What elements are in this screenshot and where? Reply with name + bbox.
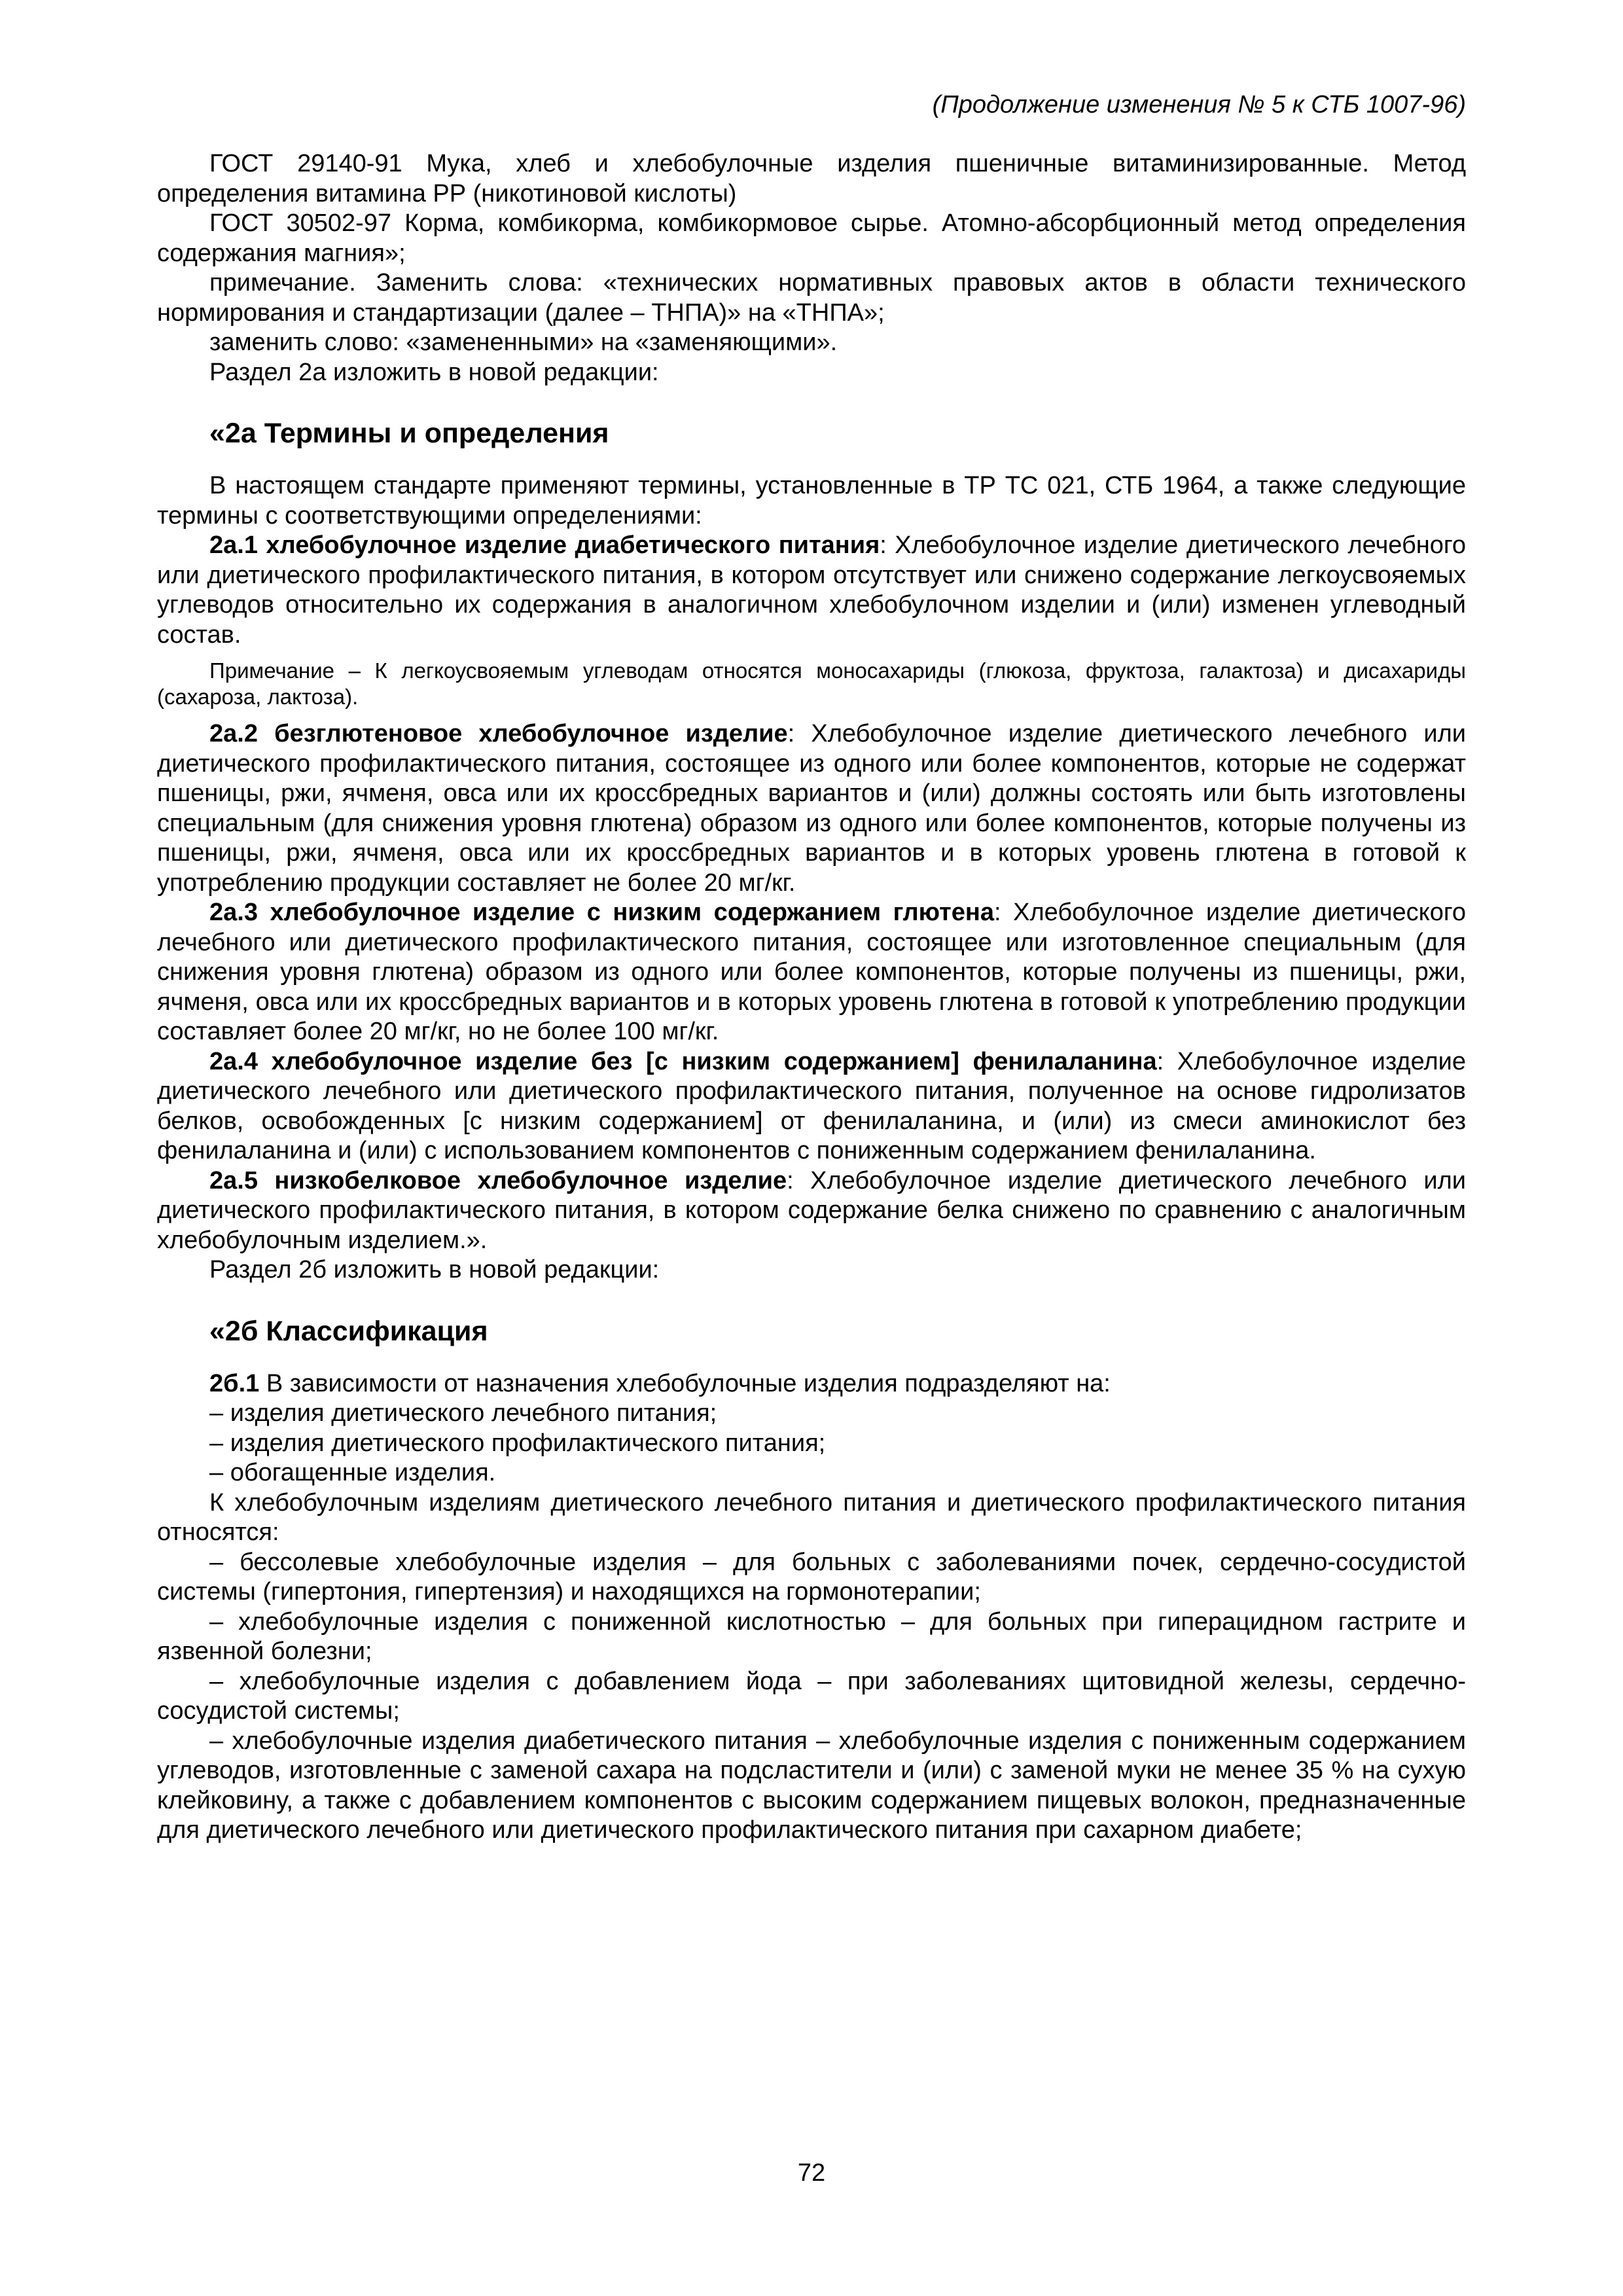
clause-number: 2б.1 <box>209 1369 260 1397</box>
note-carbohydrates: Примечание – К легкоусвояемым углеводам относятся моносахариды (глюкоза, фруктоза, галактоза) и дисахариды (сахароза, лактоза). <box>157 658 1466 709</box>
list-item: – изделия диетического профилактического питания; <box>209 1429 826 1457</box>
paragraph-replace-word: заменить слово: «замененными» на «заменяющими». <box>209 329 838 356</box>
term-label: 2а.3 хлебобулочное изделие с низким содержанием глютена <box>209 899 995 926</box>
spacer <box>157 387 1466 417</box>
page-header: (Продолжение изменения № 5 к СТБ 1007-96) <box>932 91 1466 118</box>
term-definition-2a4 <box>157 1047 1466 1166</box>
paragraph-gost-29140: ГОСТ 29140-91 Мука, хлеб и хлебобулочные изделия пшеничные витаминизированные. Метод определения витамина РР (никотиновой кислоты) <box>157 150 1466 207</box>
clause-text: В зависимости от назначения хлебобулочные изделия подразделяют на: <box>259 1369 1111 1397</box>
term-definition-2a1 <box>157 531 1466 650</box>
term-label: 2а.1 хлебобулочное изделие диабетического питания <box>209 531 880 559</box>
list-item: – бессолевые хлебобулочные изделия – для больных с заболеваниями почек, сердечно-сосудистой системы (гипертония, гипертензия) и находящихся на гормонотерапии; <box>157 1548 1466 1605</box>
term-label: 2а.4 хлебобулочное изделие без [с низким содержанием] фенилаланина <box>209 1047 1157 1075</box>
term-label: 2а.2 безглютеновое хлебобулочное изделие <box>209 720 788 747</box>
term-definition-2a5 <box>157 1166 1466 1256</box>
paragraph-gost-30502: ГОСТ 30502-97 Корма, комбикорма, комбикормовое сырье. Атомно-абсорбционный метод определения содержания магния»; <box>157 209 1466 267</box>
list-item: – хлебобулочные изделия диабетического питания – хлебобулочные изделия с пониженным содержанием углеводов, изготовленные с заменой сахара на подсластители и (или) с заменой муки не менее 35 % на сухую клейковину, а также с добавлением компонентов с высоким содержанием пищевых волокон, предназначенные для диетического лечебного или диетического профилактического питания при сахарном диабете; <box>157 1727 1466 1844</box>
term-text: : Хлебобулочное изделие диетического лечебного или диетического профилактического питания, в котором отсутствует или снижено содержание легкоусвояемых углеводов относительно их содержания в аналогичном хлебобулочном изделии и (или) изменен углеводный состав. <box>157 531 1466 649</box>
spacer <box>157 450 1466 471</box>
term-text: : Хлебобулочное изделие диетического лечебного или диетического профилактического питания, состоящее или изготовленное специальным (для снижения уровня глютена) образом из одного или более компонентов, которые получены из пшеницы, ржи, ячменя, овса или их кроссбредных вариантов и в которых уровень глютена в готовой к употреблению продукции составляет более 20 мг/кг, но не более 100 мг/кг. <box>157 899 1466 1045</box>
spacer <box>157 1348 1466 1369</box>
paragraph-terms-intro: В настоящем стандарте применяют термины, установленные в ТР ТС 021, СТБ 1964, а также следующие термины с соответствующими определениями: <box>157 472 1466 529</box>
term-text: : Хлебобулочное изделие диетического лечебного или диетического профилактического питания, полученное на основе гидролизатов белков, освобожденных [с низким содержанием] от фенилаланина, и (или) из смеси аминокислот без фенилаланина и (или) с использованием компонентов с пониженным содержанием фенилаланина. <box>157 1047 1466 1164</box>
page-number: 72 <box>797 2159 826 2187</box>
paragraph-dietary-products: К хлебобулочным изделиям диетического лечебного питания и диетического профилактического питания относятся: <box>157 1488 1466 1546</box>
section-heading-2b: «2б Классификация <box>209 1315 488 1347</box>
spacer <box>157 1285 1466 1315</box>
document-page <box>157 0 1466 2296</box>
term-text: : Хлебобулочное изделие диетического лечебного или диетического профилактического питания, состоящее из одного или более компонентов, которые не содержат пшеницы, ржи, ячменя, овса или их кроссбредных вариантов и (или) должны состоять или быть изготовлены специальным (для снижения уровня глютена) образом из одного или более компонентов, которые получены из пшеницы, ржи, ячменя, овса или их кроссбредных вариантов и в которых уровень глютена в готовой к употреблению продукции составляет не более 20 мг/кг. <box>157 720 1466 897</box>
list-item: – изделия диетического лечебного питания; <box>209 1399 717 1427</box>
clause-2b1 <box>157 1369 1466 1399</box>
term-label: 2а.5 низкобелковое хлебобулочное изделие <box>209 1166 787 1194</box>
paragraph-section-2a-intro: Раздел 2а изложить в новой редакции: <box>209 358 659 386</box>
section-heading-2a: «2а Термины и определения <box>209 418 609 449</box>
list-item: – хлебобулочные изделия с пониженной кислотностью – для больных при гиперацидном гастрите и язвенной болезни; <box>157 1607 1466 1665</box>
term-definition-2a3 <box>157 898 1466 1047</box>
document-body <box>157 149 1466 1846</box>
paragraph-section-2b-intro: Раздел 2б изложить в новой редакции: <box>209 1256 660 1283</box>
term-text: : Хлебобулочное изделие диетического лечебного или диетического профилактического питания, в котором содержание белка снижено по сравнению с аналогичным хлебобулочным изделием.». <box>157 1166 1466 1254</box>
list-item: – обогащенные изделия. <box>209 1459 496 1486</box>
term-definition-2a2 <box>157 719 1466 898</box>
list-item: – хлебобулочные изделия с добавлением йода – при заболеваниях щитовидной железы, сердечно-сосудистой системы; <box>157 1667 1466 1725</box>
paragraph-note-change: примечание. Заменить слова: «технических нормативных правовых актов в области технического нормирования и стандартизации (далее – ТНПА)» на «ТНПА»; <box>157 269 1466 327</box>
